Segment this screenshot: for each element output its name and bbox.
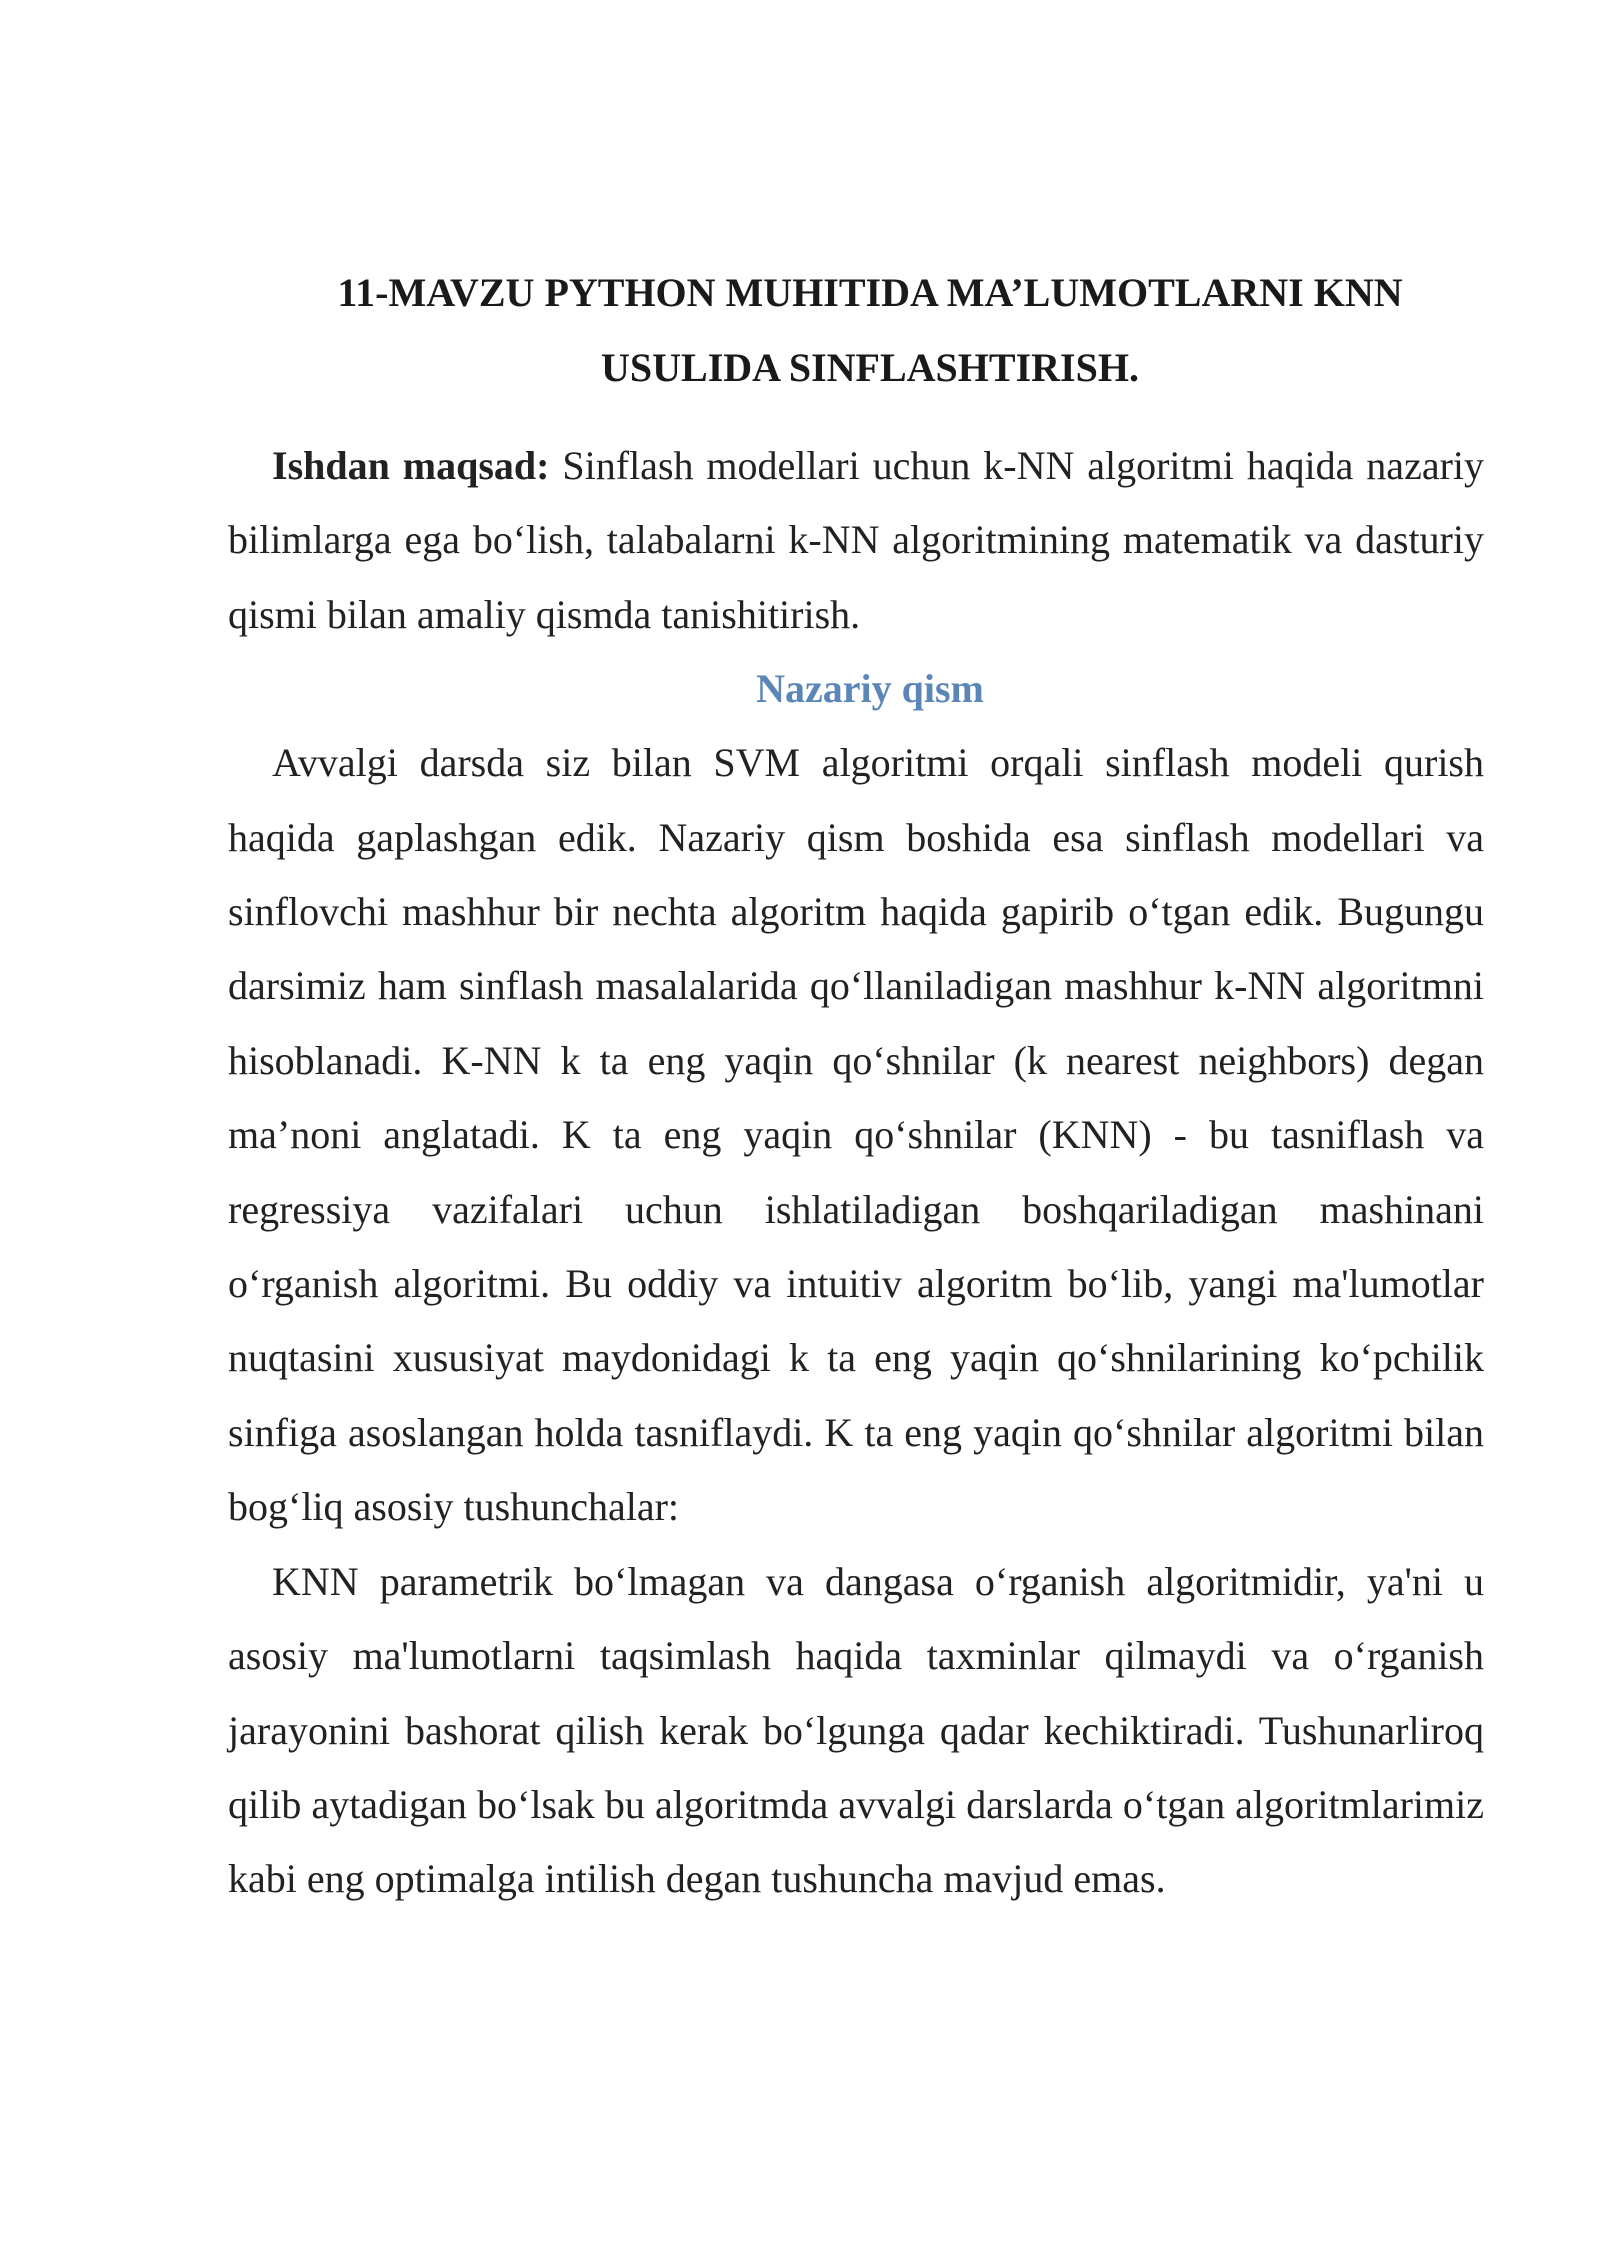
goal-paragraph (228, 429, 1484, 652)
body-paragraph-2: KNN parametrik bo‘lmagan va dangasa o‘rganish algoritmidir, ya'ni u asosiy ma'lumotlarni taqsimlash haqida taxminlar qilmaydi va o‘rganish jarayonini bashorat qilish kerak bo‘lgunga qadar kechiktiradi. Tushunarliroq qilib aytadigan bo‘lsak bu algoritmda avvalgi darslarda o‘tgan algoritmlarimiz kabi eng optimalga intilish degan tushuncha mavjud emas. (228, 1558, 1484, 1902)
title-line-2: USULIDA SINFLASHTIRISH. (601, 345, 1139, 390)
body-paragraph-1: Avvalgi darsda siz bilan SVM algoritmi orqali sinflash modeli qurish haqida gaplashgan edik. Nazariy qism boshida esa sinflash modellari va sinflovchi mashhur bir nechta algoritm haqida gapirib o‘tgan edik. Bugungu darsimiz ham sinflash masalalarida qo‘llaniladigan mashhur k-NN algoritmni hisoblanadi. K-NN k ta eng yaqin qo‘shnilar (k nearest neighbors) degan ma’noni anglatadi. K ta eng yaqin qo‘shnilar (KNN) - bu tasniflash va regressiya vazifalari uchun ishlatiladigan boshqariladigan mashinani o‘rganish algoritmi. Bu oddiy va intuitiv algoritm bo‘lib, yangi ma'lumotlar nuqtasini xususiyat maydonidagi k ta eng yaqin qo‘shnilarining ko‘pchilik sinfiga asoslangan holda tasniflaydi. K ta eng yaqin qo‘shnilar algoritmi bilan bog‘liq asosiy tushunchalar: (228, 740, 1484, 1530)
document-title (228, 255, 1484, 405)
document-page (228, 255, 1484, 1917)
goal-label: Ishdan maqsad: (272, 443, 550, 488)
title-line-1: 11-MAVZU PYTHON MUHITIDA MA’LUMOTLARNI KNN (337, 270, 1403, 315)
section-heading: Nazariy qism (756, 666, 984, 712)
goal-text: Sinflash modellari uchun k-NN algoritmi haqida nazariy bilimlarga ega bo‘lish, talabalarni k-NN algoritmining matematik va dasturiy qismi bilan amaliy qismda tanishitirish. (228, 443, 1485, 637)
